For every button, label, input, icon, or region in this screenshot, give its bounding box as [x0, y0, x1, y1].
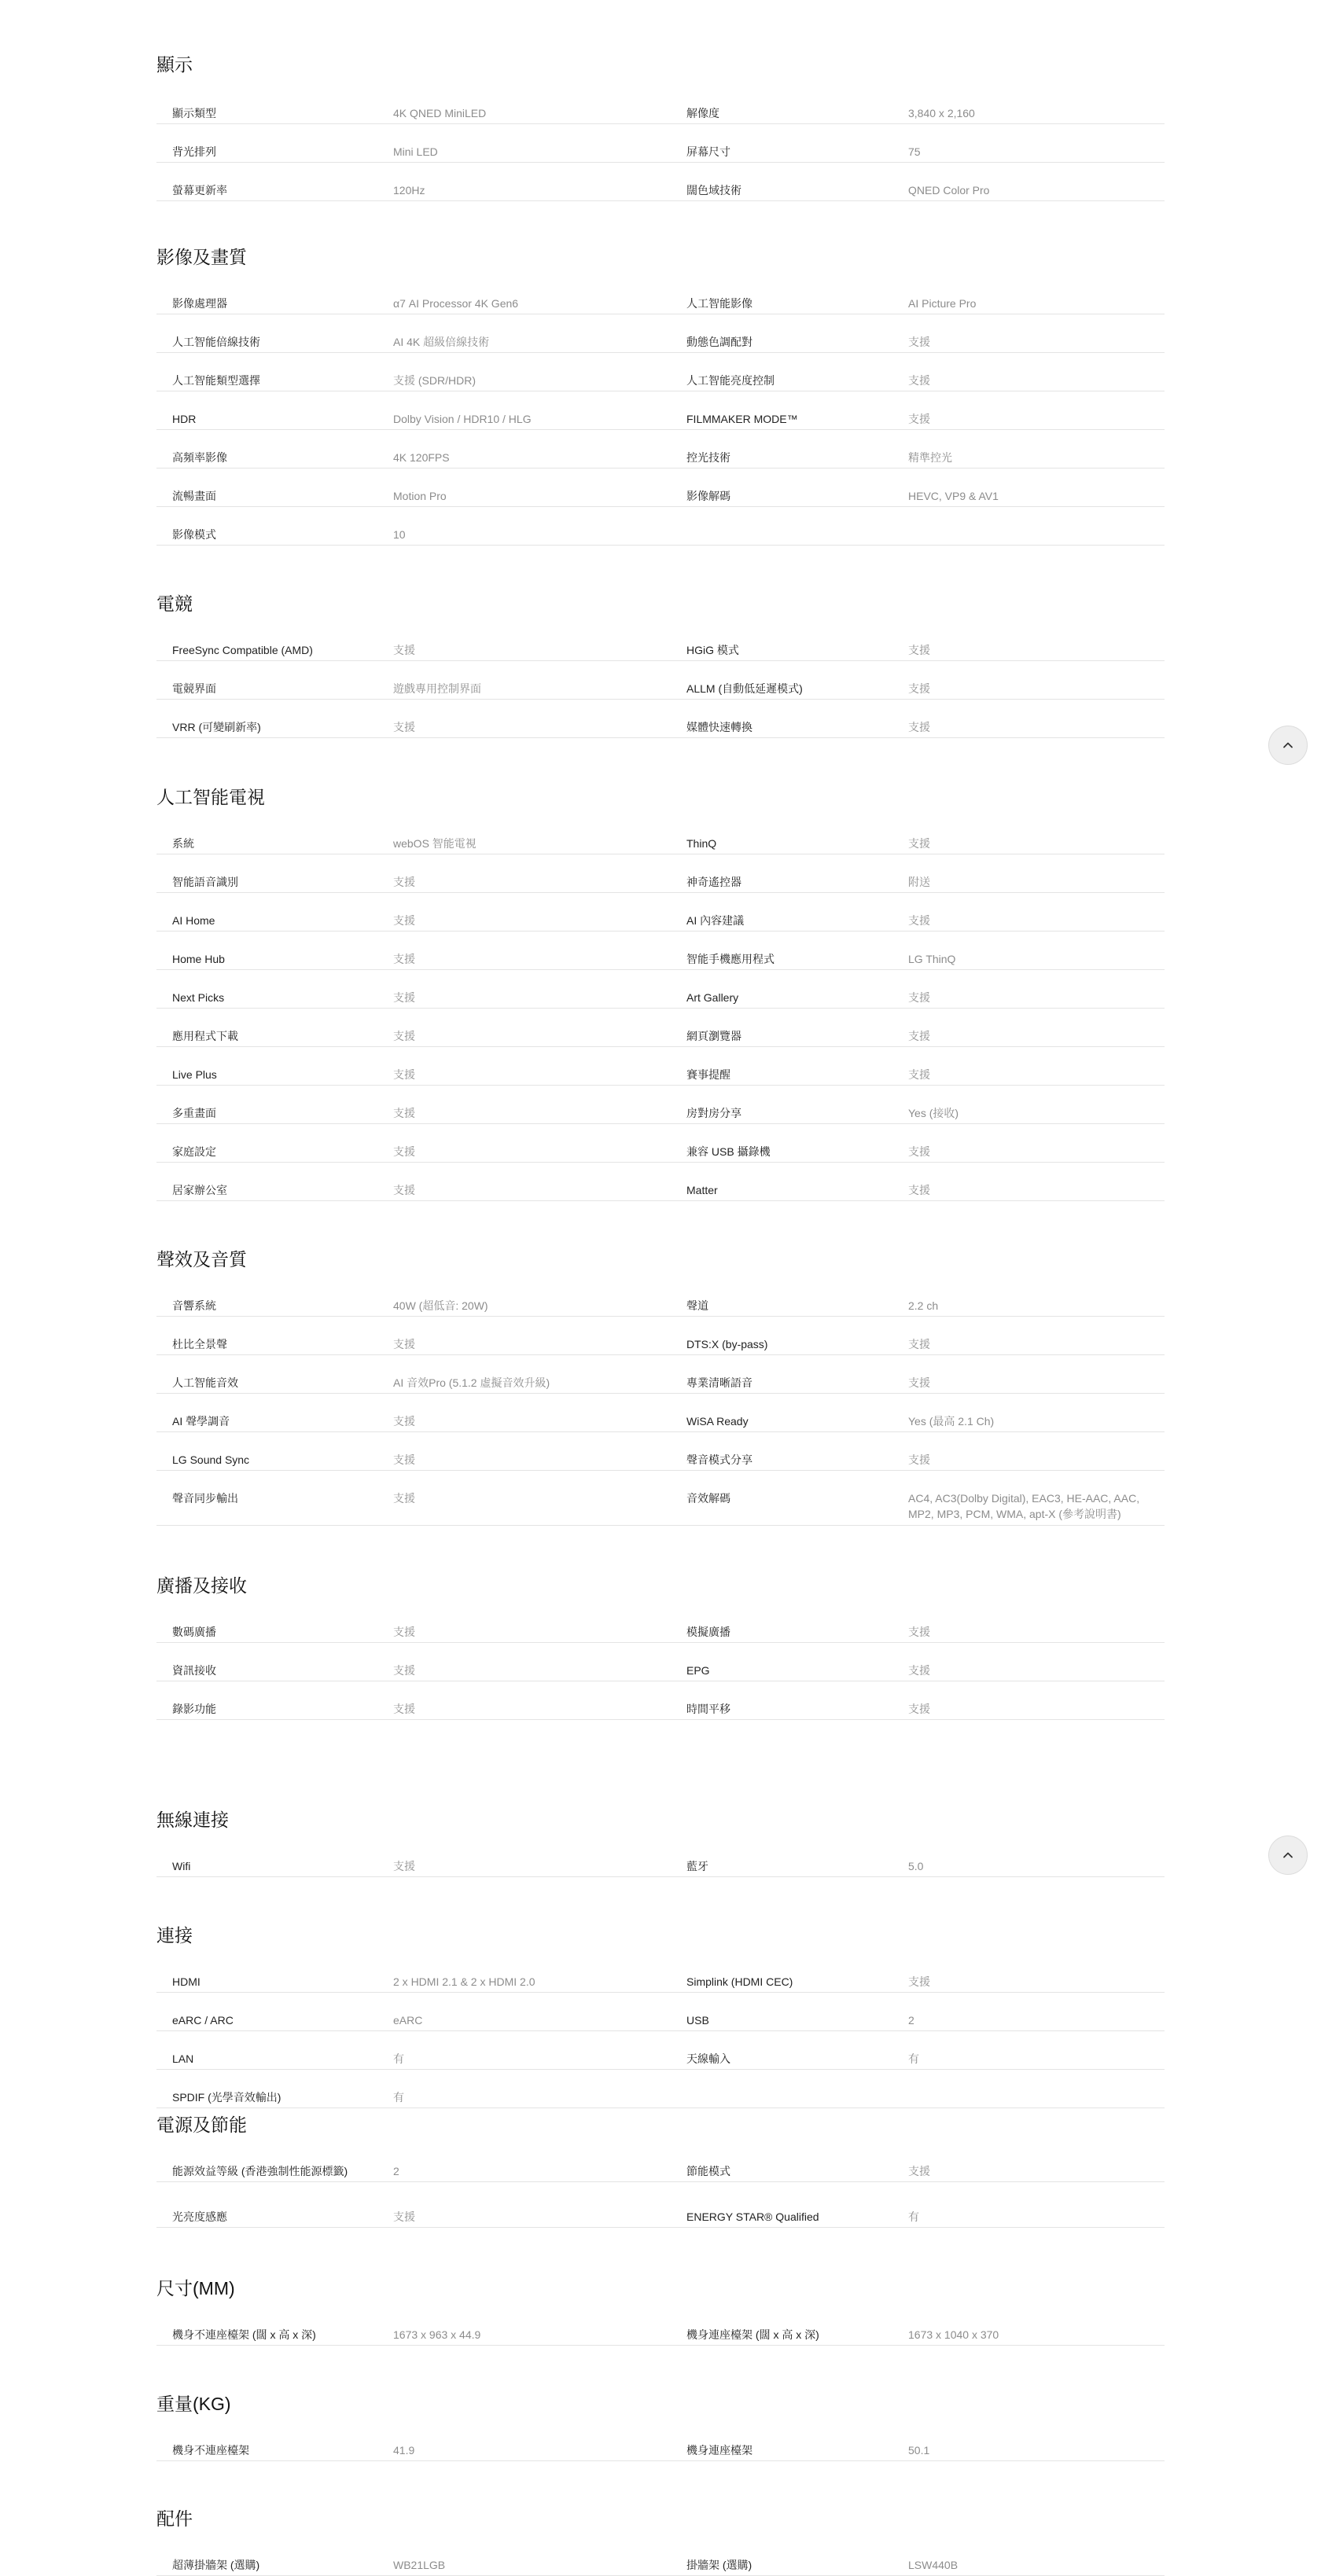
spec-value: 支援	[393, 1492, 415, 1505]
spec-value: 支援	[908, 914, 930, 927]
spec-value: 支援	[908, 2165, 930, 2177]
spec-value: 支援	[908, 837, 930, 850]
spec-row	[156, 913, 1165, 932]
spec-value: 2	[393, 2165, 399, 2177]
spec-value: 支援	[908, 1703, 930, 1715]
spec-row	[156, 1974, 1165, 1993]
spec-label: ENERGY STAR® Qualified	[686, 2210, 819, 2223]
spec-label: 影像處理器	[172, 297, 227, 310]
spec-label: Home Hub	[172, 953, 225, 965]
spec-row	[156, 527, 1165, 546]
chevron-up-icon	[1282, 739, 1294, 751]
spec-label: 應用程式下載	[172, 1030, 238, 1042]
spec-value: 精準控光	[908, 451, 952, 464]
spec-row	[156, 1701, 1165, 1720]
spec-row	[156, 1858, 1165, 1877]
spec-value: 支援	[393, 644, 415, 656]
spec-row	[156, 2012, 1165, 2031]
spec-value: AI 音效Pro (5.1.2 虛擬音效升級)	[393, 1376, 550, 1389]
spec-label: HDR	[172, 413, 197, 425]
spec-value: 有	[908, 2052, 919, 2065]
section-title: 配件	[156, 2508, 193, 2529]
spec-value: 120Hz	[393, 184, 425, 197]
spec-value: α7 AI Processor 4K Gen6	[393, 297, 519, 310]
spec-value: 2	[908, 2014, 914, 2027]
spec-label: 聲道	[686, 1299, 708, 1312]
spec-row	[156, 296, 1165, 314]
spec-label: SPDIF (光學音效輸出)	[172, 2091, 281, 2104]
spec-label: 模擬廣播	[686, 1626, 730, 1638]
spec-label: WiSA Ready	[686, 1415, 749, 1428]
spec-label: 能源效益等級 (香港強制性能源標籤)	[172, 2165, 348, 2177]
section-title: 影像及畫質	[156, 247, 247, 267]
spec-label: 系統	[172, 837, 194, 850]
spec-value: LSW440B	[908, 2559, 959, 2571]
spec-value: 4K 120FPS	[393, 451, 450, 464]
spec-label: 影像解碼	[686, 490, 730, 502]
spec-label: 聲音模式分享	[686, 1453, 752, 1466]
spec-row	[156, 1413, 1165, 1432]
spec-label: 智能語音識別	[172, 876, 238, 888]
spec-value: 支援	[908, 721, 930, 733]
spec-value: 支援	[908, 644, 930, 656]
spec-label: 機身連座檯架 (闊 x 高 x 深)	[686, 2328, 819, 2341]
spec-label: 天線輸入	[686, 2052, 730, 2065]
spec-label: 超薄掛牆架 (選購)	[172, 2559, 260, 2571]
section-title: 顯示	[156, 54, 193, 75]
spec-value: 支援	[908, 1145, 930, 1158]
spec-value: 支援	[908, 1030, 930, 1042]
spec-value: eARC	[393, 2014, 423, 2027]
spec-label: 時間平移	[686, 1703, 730, 1715]
spec-value: 支援	[393, 1415, 415, 1428]
spec-label: Next Picks	[172, 991, 225, 1004]
section-title: 人工智能電視	[156, 787, 265, 807]
spec-row	[156, 2327, 1165, 2346]
spec-value: 有	[908, 2210, 919, 2223]
spec-label: 流暢畫面	[172, 490, 216, 502]
spec-label: 人工智能類型選擇	[172, 374, 260, 387]
spec-value: 支援	[908, 1664, 930, 1677]
spec-row	[156, 951, 1165, 970]
spec-label: Art Gallery	[686, 991, 739, 1004]
spec-label: FILMMAKER MODE™	[686, 413, 798, 425]
spec-label: 房對房分享	[686, 1107, 741, 1119]
spec-label: 屏幕尺寸	[686, 145, 730, 158]
spec-label: 高頻率影像	[172, 451, 227, 464]
section-title: 電源及節能	[156, 2115, 247, 2135]
spec-value: 支援	[908, 374, 930, 387]
spec-value: Motion Pro	[393, 490, 447, 502]
spec-label: 闊色域技術	[686, 184, 741, 197]
spec-row	[156, 1452, 1165, 1471]
chevron-up-icon	[1282, 1849, 1294, 1861]
spec-value: AI Picture Pro	[908, 297, 977, 310]
spec-value: 5.0	[908, 1860, 924, 1872]
spec-value: 支援	[393, 1453, 415, 1466]
section-title: 連接	[156, 1925, 193, 1946]
spec-label: 動態色調配對	[686, 336, 752, 348]
spec-label: HGiG 模式	[686, 644, 739, 656]
spec-row	[156, 182, 1165, 201]
spec-row	[156, 642, 1165, 661]
spec-row	[156, 1028, 1165, 1047]
spec-value: 41.9	[393, 2444, 415, 2457]
spec-value: 支援	[393, 1145, 415, 1158]
spec-value: Dolby Vision / HDR10 / HLG	[393, 413, 532, 425]
spec-label: 節能模式	[686, 2165, 730, 2177]
spec-label: DTS:X (by-pass)	[686, 1338, 768, 1350]
spec-value: 支援	[908, 1068, 930, 1081]
spec-label: AI Home	[172, 914, 215, 927]
spec-value: 1673 x 1040 x 370	[908, 2328, 999, 2341]
spec-label: 音效解碼	[686, 1492, 730, 1505]
spec-label: 控光技術	[686, 451, 730, 464]
spec-row	[156, 874, 1165, 893]
spec-label: EPG	[686, 1664, 710, 1677]
spec-row	[156, 1490, 1165, 1526]
spec-value: webOS 智能電視	[393, 837, 477, 850]
spec-label: LAN	[172, 2052, 194, 2065]
spec-label: 居家辦公室	[172, 1184, 227, 1196]
spec-value: 3,840 x 2,160	[908, 107, 975, 119]
section-title: 無線連接	[156, 1810, 229, 1830]
spec-row	[156, 1105, 1165, 1124]
spec-label: 機身不連座檯架 (闊 x 高 x 深)	[172, 2328, 316, 2341]
spec-value: HEVC, VP9 & AV1	[908, 490, 999, 502]
spec-value: 支援	[908, 413, 930, 425]
spec-value: AC4, AC3(Dolby Digital), EAC3, HE-AAC, AAC, MP2, MP3, PCM, WMA, apt-X (參考說明書)	[908, 1492, 1140, 1520]
spec-value: 10	[393, 528, 406, 541]
section-title: 聲效及音質	[156, 1249, 247, 1270]
spec-label: 音響系統	[172, 1299, 216, 1312]
spec-value: 支援	[908, 1626, 930, 1638]
spec-value: 2 x HDMI 2.1 & 2 x HDMI 2.0	[393, 1975, 535, 1988]
spec-row	[156, 2209, 1165, 2228]
spec-value: 支援	[393, 2210, 415, 2223]
spec-label: USB	[686, 2014, 709, 2027]
spec-label: FreeSync Compatible (AMD)	[172, 644, 313, 656]
spec-row	[156, 1375, 1165, 1394]
spec-value: 支援 (SDR/HDR)	[393, 374, 476, 387]
spec-value: LG ThinQ	[908, 953, 956, 965]
spec-value: 支援	[908, 1453, 930, 1466]
spec-row	[156, 2163, 1165, 2182]
spec-value: 支援	[393, 1626, 415, 1638]
spec-row	[156, 2051, 1165, 2070]
spec-row	[156, 1298, 1165, 1317]
spec-label: 兼容 USB 攝錄機	[686, 1145, 771, 1158]
spec-row	[156, 2557, 1165, 2576]
spec-value: QNED Color Pro	[908, 184, 990, 197]
spec-label: 顯示類型	[172, 107, 216, 119]
spec-label: 人工智能音效	[172, 1376, 238, 1389]
spec-label: 資訊接收	[172, 1664, 216, 1677]
spec-label: 光亮度感應	[172, 2210, 227, 2223]
spec-row	[156, 1182, 1165, 1201]
scroll-to-top-button[interactable]	[1268, 1836, 1308, 1875]
spec-row	[156, 1663, 1165, 1681]
spec-value: 遊戲專用控制界面	[393, 682, 481, 695]
spec-value: 支援	[908, 336, 930, 348]
spec-value: 50.1	[908, 2444, 930, 2457]
section-title: 重量(KG)	[156, 2394, 231, 2414]
spec-value: 支援	[393, 1703, 415, 1715]
spec-value: 4K QNED MiniLED	[393, 107, 487, 119]
spec-label: 藍牙	[686, 1860, 708, 1872]
spec-label: 賽事提醒	[686, 1068, 730, 1081]
spec-label: 家庭設定	[172, 1145, 216, 1158]
spec-row	[156, 719, 1165, 738]
section-title: 廣播及接收	[156, 1575, 247, 1596]
spec-row	[156, 105, 1165, 124]
spec-row	[156, 334, 1165, 353]
spec-label: 數碼廣播	[172, 1626, 216, 1638]
spec-label: ALLM (自動低延遲模式)	[686, 682, 803, 695]
spec-value: 40W (超低音: 20W)	[393, 1299, 488, 1312]
spec-label: 人工智能亮度控制	[686, 374, 775, 387]
spec-value: 附送	[908, 876, 930, 888]
spec-value: 支援	[393, 1107, 415, 1119]
spec-value: 支援	[393, 721, 415, 733]
spec-label: Wifi	[172, 1860, 191, 1872]
spec-value: 支援	[393, 1860, 415, 1872]
spec-value: WB21LGB	[393, 2559, 446, 2571]
spec-value: 支援	[393, 1030, 415, 1042]
spec-row	[156, 450, 1165, 469]
spec-label: eARC / ARC	[172, 2014, 234, 2027]
spec-value: 有	[393, 2091, 404, 2104]
spec-label: 解像度	[686, 107, 719, 119]
spec-value: Mini LED	[393, 145, 438, 158]
spec-label: VRR (可變刷新率)	[172, 721, 261, 733]
spec-label: AI 聲學調音	[172, 1415, 230, 1428]
spec-label: 杜比全景聲	[172, 1338, 227, 1350]
spec-value: 支援	[393, 991, 415, 1004]
spec-label: 人工智能倍線技術	[172, 336, 260, 348]
spec-label: Live Plus	[172, 1068, 217, 1081]
spec-label: 人工智能影像	[686, 297, 752, 310]
spec-value: 支援	[393, 914, 415, 927]
spec-label: 神奇遙控器	[686, 876, 741, 888]
spec-label: 專業清晰語音	[686, 1376, 752, 1389]
spec-value: AI 4K 超級倍線技術	[393, 336, 490, 348]
spec-label: 錄影功能	[172, 1703, 216, 1715]
spec-row	[156, 1624, 1165, 1643]
spec-label: 多重畫面	[172, 1107, 216, 1119]
spec-value: 支援	[393, 1664, 415, 1677]
spec-row	[156, 1144, 1165, 1163]
section-title: 尺寸(MM)	[156, 2278, 235, 2299]
spec-value: 支援	[908, 1975, 930, 1988]
spec-row	[156, 373, 1165, 391]
spec-value: 1673 x 963 x 44.9	[393, 2328, 481, 2341]
spec-label: 聲音同步輸出	[172, 1492, 238, 1505]
spec-row	[156, 2089, 1165, 2108]
spec-label: Simplink (HDMI CEC)	[686, 1975, 793, 1988]
spec-row	[156, 2442, 1165, 2461]
spec-value: Yes (最高 2.1 Ch)	[908, 1415, 995, 1428]
spec-label: 機身不連座檯架	[172, 2444, 249, 2457]
spec-label: HDMI	[172, 1975, 201, 1988]
spec-value: 支援	[908, 1376, 930, 1389]
spec-label: LG Sound Sync	[172, 1453, 250, 1466]
spec-row	[156, 1067, 1165, 1086]
spec-row	[156, 488, 1165, 507]
spec-row	[156, 411, 1165, 430]
spec-label: 智能手機應用程式	[686, 953, 775, 965]
spec-label: AI 內容建議	[686, 914, 745, 927]
spec-label: 機身連座檯架	[686, 2444, 752, 2457]
spec-label: Matter	[686, 1184, 718, 1196]
spec-value: 支援	[908, 1184, 930, 1196]
spec-value: 75	[908, 145, 921, 158]
spec-row	[156, 1336, 1165, 1355]
spec-label: ThinQ	[686, 837, 717, 850]
section-title: 電競	[156, 593, 193, 614]
spec-row	[156, 144, 1165, 163]
spec-label: 背光排列	[172, 145, 216, 158]
spec-value: 支援	[393, 1068, 415, 1081]
spec-value: 支援	[393, 953, 415, 965]
spec-value: 支援	[908, 991, 930, 1004]
spec-label: 影像模式	[172, 528, 216, 541]
spec-label: 螢幕更新率	[172, 184, 227, 197]
spec-value: Yes (接收)	[908, 1107, 959, 1119]
spec-value: 2.2 ch	[908, 1299, 939, 1312]
spec-label: 媒體快速轉換	[686, 721, 752, 733]
spec-label: 網頁瀏覽器	[686, 1030, 741, 1042]
spec-value: 支援	[393, 876, 415, 888]
spec-row	[156, 990, 1165, 1009]
spec-value: 支援	[908, 1338, 930, 1350]
spec-row	[156, 681, 1165, 700]
spec-label: 掛牆架 (選購)	[686, 2559, 752, 2571]
spec-value: 支援	[393, 1338, 415, 1350]
spec-value: 有	[393, 2052, 404, 2065]
spec-value: 支援	[908, 682, 930, 695]
spec-value: 支援	[393, 1184, 415, 1196]
spec-row	[156, 836, 1165, 854]
scroll-to-top-button[interactable]	[1268, 726, 1308, 765]
spec-label: 電競界面	[172, 682, 216, 695]
